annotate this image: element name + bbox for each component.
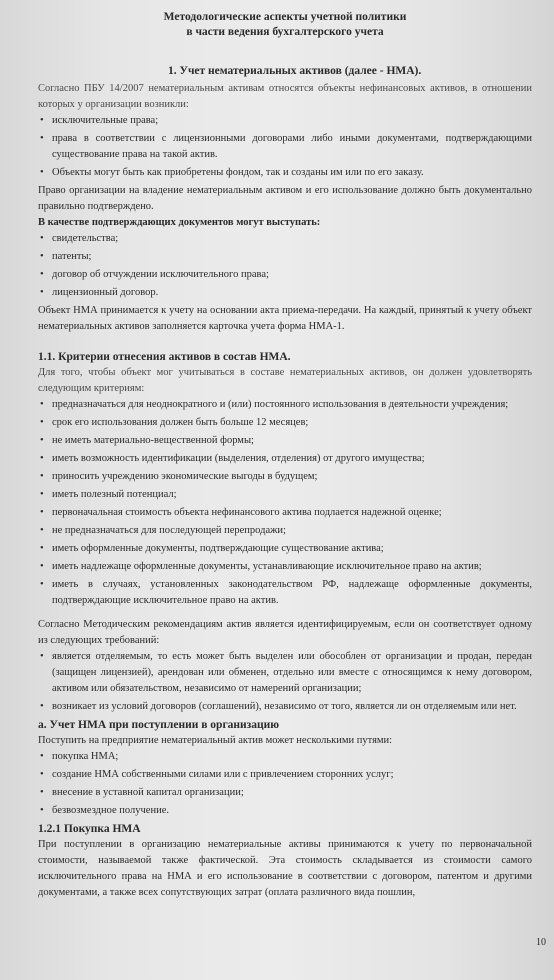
section-1-right-paragraph: Право организации на владение нематериальным активом и его использование должно быть документально правильно подтверждено. (38, 185, 532, 212)
section-1-2-1-text: При поступлении в организацию нематериальные активы принимаются к учету по первоначальной стоимости, называемой также фактической. Эта стоимость складывается из стоимости самого исключительного права на НМА и его использование в соответствии с договором, патентом и другими документами, а также всех сопутствующих затрат (оплата различного вида пошлин, (38, 839, 532, 898)
bullet-icon: • (40, 287, 44, 298)
list-item: • иметь в случаях, установленных законодательством РФ, надлежаще оформленные документы, подтверждающие исключительное право на актив. (40, 579, 532, 606)
bullet-icon: • (40, 769, 44, 780)
bullet-icon: • (40, 561, 44, 572)
bullet-icon: • (40, 453, 44, 464)
title-line-2: в части ведения бухгалтерского учета (186, 26, 384, 38)
page-number: 10 (536, 937, 546, 948)
list-item: • Объекты могут быть как приобретены фондом, так и созданы им или по его заказу. (38, 165, 532, 181)
bullet-icon: • (40, 251, 44, 262)
documents-heading: В качестве подтверждающих документов могут выступать: (38, 217, 321, 228)
list-item: • лицензионный договор. (38, 285, 532, 301)
list-item: • договор об отчуждении исключительного права; (38, 267, 532, 283)
bullet-icon: • (40, 579, 44, 590)
bullet-icon: • (40, 133, 44, 144)
bullet-icon: • (40, 233, 44, 244)
bullet-icon: • (40, 399, 44, 410)
list-item: • не предназначаться для последующей перепродажи; (38, 523, 532, 539)
list-item: • исключительные права; (38, 113, 532, 129)
bullet-icon: • (40, 471, 44, 482)
bullet-icon: • (40, 489, 44, 500)
section-1-1-heading: 1.1. Критерии отнесения активов в состав НМА. (38, 351, 291, 363)
section-1-objects-list (38, 165, 532, 181)
list-item: • является отделяемым, то есть может быть выделен или обособлен от организации и продан, передан (защищен лицензией), арендован или обменен, отдельно или вместе с относящимся к нему договором, активом или обязательством, независимо от намерений организации; (40, 651, 532, 694)
list-item: • свидетельства; (38, 231, 532, 247)
list-item: • иметь возможность идентификации (выделения, отделения) от другого имущества; (38, 451, 532, 467)
list-item: • иметь оформленные документы, подтверждающие существование актива; (38, 541, 532, 557)
section-1-heading: 1. Учет нематериальных активов (далее - НМА). (168, 65, 422, 77)
section-1-rights-list (38, 113, 532, 163)
requirements-list (38, 649, 532, 715)
bullet-icon: • (40, 651, 44, 662)
list-item: • безвозмездное получение. (38, 803, 532, 819)
acquisition-ways-list (38, 749, 532, 819)
section-1-intro: Согласно ПБУ 14/2007 нематериальным активам относятся объекты нефинансовых активов, в отношении которых у организации возникли: (38, 83, 532, 110)
method-recommendations-paragraph: Согласно Методическим рекомендациям актив является идентифицируемым, если он соответствует одному из следующих требований: (38, 619, 532, 646)
bullet-icon: • (40, 435, 44, 446)
bullet-icon: • (40, 787, 44, 798)
bullet-icon: • (40, 805, 44, 816)
documents-list (38, 231, 532, 301)
section-1-2-1-heading: 1.2.1 Покупка НМА (38, 823, 141, 835)
title-line-1: Методологические аспекты учетной политики (163, 11, 407, 23)
acceptance-paragraph: Объект НМА принимается к учету на основании акта приема-передачи. На каждый, принятый к учету объект нематериальных активов заполняется карточка учета форма НМА-1. (38, 305, 532, 332)
section-1-1-intro: Для того, чтобы объект мог учитываться в составе нематериальных активов, он должен удовлетворять следующим критериям: (38, 367, 532, 394)
bullet-icon: • (40, 543, 44, 554)
list-item: • иметь надлежаще оформленные документы, устанавливающие исключительное право на актив; (38, 559, 532, 575)
criteria-list (38, 397, 532, 609)
list-item: • приносить учреждению экономические выгоды в будущем; (38, 469, 532, 485)
list-item: • не иметь материально-вещественной формы; (38, 433, 532, 449)
list-item: • иметь полезный потенциал; (38, 487, 532, 503)
list-item: • внесение в уставной капитал организации; (38, 785, 532, 801)
section-a-intro: Поступить на предприятие нематериальный актив может несколькими путями: (38, 735, 393, 746)
bullet-icon: • (40, 417, 44, 428)
list-item: • права в соответствии с лицензионными договорами либо иными документами, подтверждающими существование права на такой актив. (40, 133, 532, 160)
list-item: • возникает из условий договоров (соглашений), независимо от того, является ли он отделяемым или нет. (38, 699, 532, 715)
bullet-icon: • (40, 525, 44, 536)
list-item: • создание НМА собственными силами или с привлечением сторонних услуг; (38, 767, 532, 783)
bullet-icon: • (40, 269, 44, 280)
list-item: • покупка НМА; (38, 749, 532, 765)
document-title (38, 10, 532, 40)
list-item: • первоначальная стоимость объекта нефинансового актива подлается надежной оценке; (38, 505, 532, 521)
bullet-icon: • (40, 701, 44, 712)
list-item: • предназначаться для неоднократного и (или) постоянного использования в деятельности учреждения; (38, 397, 532, 413)
bullet-icon: • (40, 507, 44, 518)
bullet-icon: • (40, 167, 44, 178)
bullet-icon: • (40, 751, 44, 762)
section-a-heading: a. Учет НМА при поступлении в организацию (38, 719, 280, 731)
list-item: • патенты; (38, 249, 532, 265)
list-item: • срок его использования должен быть больше 12 месяцев; (38, 415, 532, 431)
bullet-icon: • (40, 115, 44, 126)
